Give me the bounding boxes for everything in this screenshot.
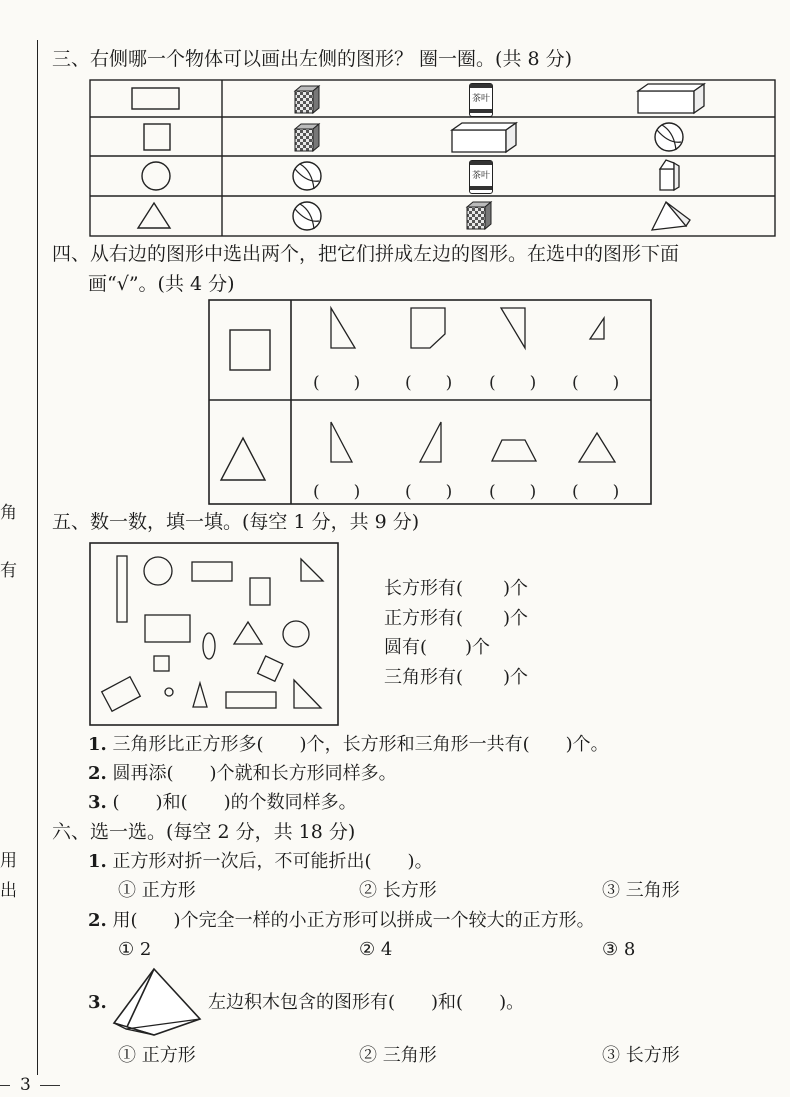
question-text: 用( )个完全一样的小正方形可以拼成一个较大的正方形。 (112, 910, 595, 931)
option-1[interactable]: ① 正方形 (118, 1045, 196, 1066)
margin-char: 用 (0, 851, 17, 871)
question-text: 圆再添( )个就和长方形同样多。 (112, 763, 397, 784)
count-label: 长方形有( (384, 578, 464, 599)
question-text: 三角形比正方形多( )个，长方形和三角形一共有( )个。 (112, 734, 609, 755)
shape-ellipse (203, 633, 215, 659)
count-rectangle-row (384, 580, 528, 598)
option-2[interactable]: ② 三角形 (359, 1045, 437, 1066)
shape-triangle (294, 680, 321, 708)
s5-question-2 (88, 765, 397, 783)
count-label: 正方形有( (384, 608, 464, 629)
answer-paren[interactable]: ( ) (572, 373, 620, 393)
shape-square (258, 656, 283, 681)
answer-paren[interactable]: ( ) (489, 482, 537, 502)
s5-question-3 (88, 794, 357, 812)
shape-square (154, 656, 169, 671)
answer-paren[interactable]: ( ) (405, 373, 453, 393)
question-text: ( )和( )的个数同样多。 (112, 792, 357, 813)
page-number: 3 (20, 1075, 31, 1095)
section-3-heading: 三、右侧哪一个物体可以画出左侧的图形？ 圈一圈。(共 8 分) (52, 48, 573, 70)
answer-paren[interactable]: ( ) (489, 373, 537, 393)
question-number: 3. (88, 792, 107, 813)
question-number: 2. (88, 910, 107, 931)
answer-paren[interactable]: ( ) (405, 482, 453, 502)
shape-triangle (193, 683, 207, 707)
count-label: 三角形有( (384, 667, 464, 688)
shape-rectangle (250, 578, 270, 605)
answer-paren[interactable]: ( ) (313, 482, 361, 502)
shape-triangle (301, 559, 323, 581)
shape-rectangle (145, 615, 190, 642)
section-6-heading: 六、选一选。(每空 2 分，共 18 分) (52, 821, 356, 843)
count-unit: )个 (503, 578, 529, 599)
tea-can-label: 茶叶 (471, 94, 490, 104)
question-number: 3. (88, 992, 107, 1013)
s5-question-1 (88, 736, 609, 754)
count-unit: )个 (465, 637, 491, 658)
footer-dash-left (0, 1085, 10, 1086)
count-circle-row (384, 639, 490, 657)
question-number: 2. (88, 763, 107, 784)
tea-can-label: 茶叶 (471, 171, 490, 181)
option-1[interactable]: ① 正方形 (118, 880, 196, 901)
question-number: 1. (88, 734, 107, 755)
shape-circle (283, 621, 309, 647)
section-5-heading: 五、数一数，填一填。(每空 1 分，共 9 分) (52, 511, 420, 533)
shape-rectangle (117, 556, 127, 622)
section-4-heading-line2: 画“√”。(共 4 分) (88, 273, 235, 295)
triangular-block-icon (110, 963, 210, 1043)
option-2[interactable]: ② 长方形 (359, 880, 437, 901)
answer-paren[interactable]: ( ) (313, 373, 361, 393)
shape-circle (165, 688, 173, 696)
count-square-row (384, 610, 528, 628)
option-3[interactable]: ③ 三角形 (602, 880, 680, 901)
option-3[interactable]: ③ 长方形 (602, 1045, 680, 1066)
option-1[interactable]: ① 2 (118, 939, 152, 960)
count-triangle-row (384, 669, 528, 687)
count-unit: )个 (503, 667, 529, 688)
question-text: 左边积木包含的图形有( )和( )。 (208, 992, 525, 1013)
count-label: 圆有( (384, 637, 428, 658)
shape-rectangle (102, 677, 141, 711)
option-2[interactable]: ② 4 (359, 939, 393, 960)
s6-question-2 (88, 912, 595, 930)
shape-rectangle (192, 562, 232, 581)
question-number: 1. (88, 851, 107, 872)
answer-paren[interactable]: ( ) (572, 482, 620, 502)
question-text: 正方形对折一次后，不可能折出( )。 (112, 851, 433, 872)
footer-dash-right (40, 1085, 60, 1086)
shape-circle (144, 557, 172, 585)
margin-char: 有 (0, 561, 17, 581)
shape-triangle (234, 622, 262, 644)
margin-char: 出 (0, 881, 17, 901)
s6-question-1 (88, 853, 433, 871)
option-3[interactable]: ③ 8 (602, 939, 636, 960)
count-unit: )个 (503, 608, 529, 629)
margin-char: 角 (0, 503, 17, 523)
section-4-heading-line1: 四、从右边的图形中选出两个，把它们拼成左边的图形。在选中的图形下面 (52, 243, 680, 265)
shape-rectangle (226, 692, 276, 708)
